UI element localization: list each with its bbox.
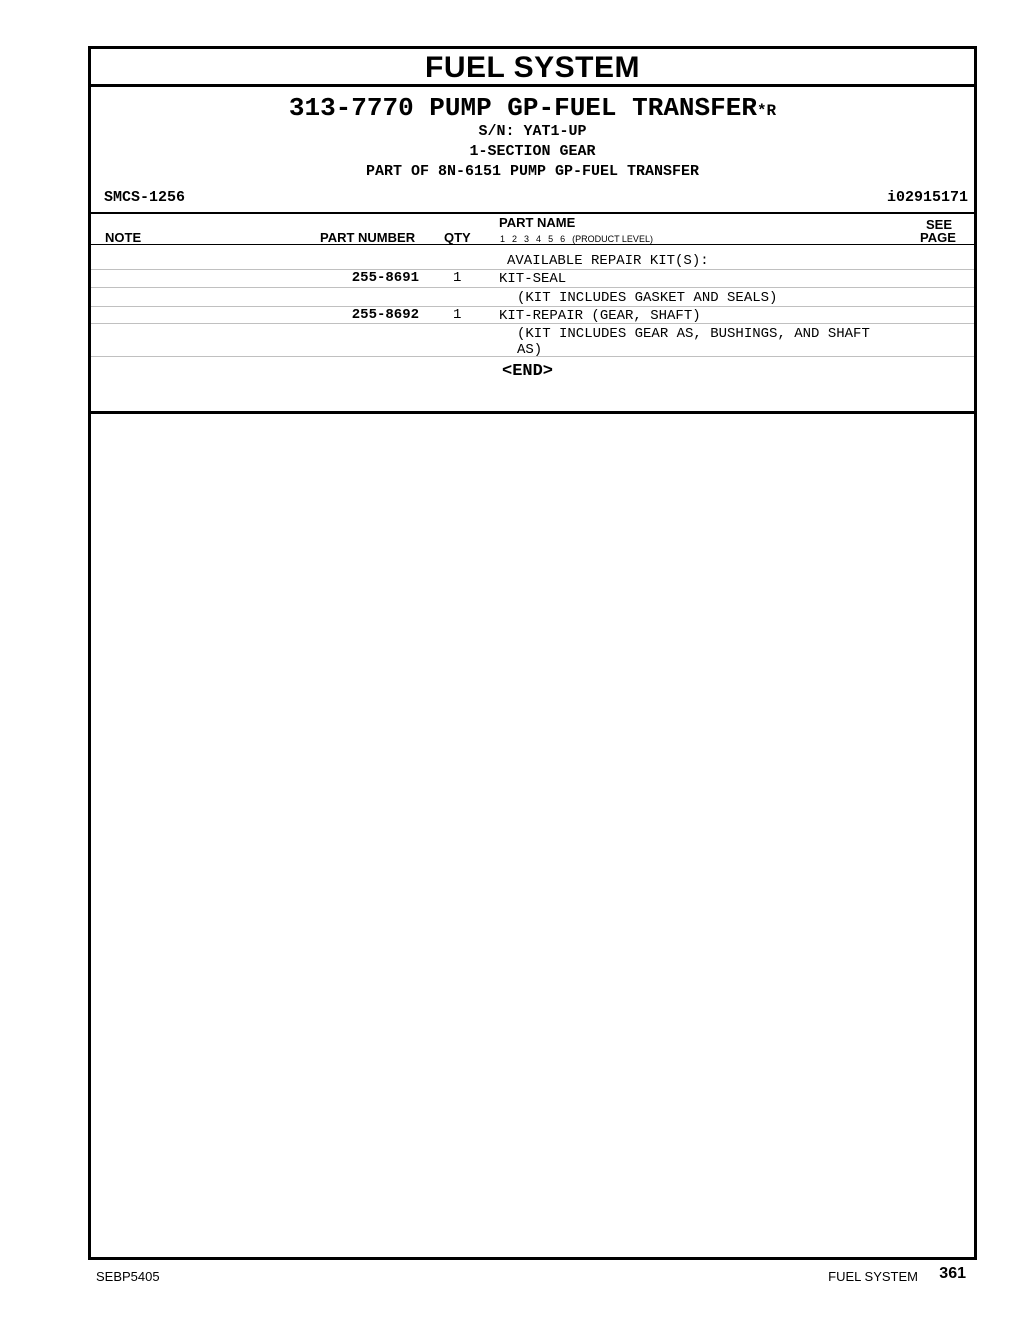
table-row-name: AVAILABLE REPAIR KIT(S): (507, 253, 709, 269)
table-row-qty: 1 (453, 307, 462, 323)
footer-page-number: 361 (939, 1265, 966, 1282)
part-of-reference: PART OF 8N-6151 PUMP GP-FUEL TRANSFER (365, 163, 700, 180)
row-divider (91, 287, 974, 288)
section-title: FUEL SYSTEM (91, 49, 974, 87)
group-description: 1-SECTION GEAR (469, 143, 596, 160)
product-levels (500, 234, 660, 244)
smcs-code: SMCS-1256 (104, 189, 186, 206)
header-top-rule (91, 212, 974, 214)
table-row-part-number: 255-8691 (351, 270, 419, 286)
part-number-column-header: PART NUMBER (320, 230, 416, 245)
group-title-suffix: *R (756, 102, 777, 120)
table-row-part-number: 255-8692 (351, 307, 419, 323)
part-name-column-header: PART NAME (499, 215, 576, 230)
level-4: 4 (536, 234, 542, 244)
group-title-text: 313-7770 PUMP GP-FUEL TRANSFER (288, 93, 757, 123)
serial-number: S/N: YAT1-UP (478, 123, 587, 140)
header-bottom-rule (91, 244, 974, 245)
note-column-header: NOTE (105, 230, 142, 245)
table-row-name: KIT-SEAL (499, 271, 567, 287)
row-divider (91, 306, 974, 307)
parts-page-frame (88, 46, 977, 1260)
level-3: 3 (524, 234, 530, 244)
level-2: 2 (512, 234, 518, 244)
footer-section: FUEL SYSTEM (828, 1269, 918, 1284)
table-row-name: (KIT INCLUDES GEAR AS, BUSHINGS, AND SHAFT AS) (517, 326, 870, 358)
see-column-header: SEE (926, 217, 953, 232)
page-column-header: PAGE (920, 230, 956, 245)
product-level-label: (PRODUCT LEVEL) (572, 234, 653, 244)
table-row-name: KIT-REPAIR (GEAR, SHAFT) (499, 308, 701, 324)
end-marker: <END> (502, 362, 554, 381)
table-row-qty: 1 (453, 270, 462, 286)
footer-doc-id: SEBP5405 (96, 1269, 160, 1284)
row-divider (91, 269, 974, 270)
table-bottom-rule (91, 411, 974, 414)
level-6: 6 (560, 234, 566, 244)
level-1: 1 (500, 234, 506, 244)
level-5: 5 (548, 234, 554, 244)
qty-column-header: QTY (444, 230, 471, 245)
illustration-reference: i02915171 (886, 189, 968, 206)
table-row-name: (KIT INCLUDES GASKET AND SEALS) (517, 290, 778, 306)
